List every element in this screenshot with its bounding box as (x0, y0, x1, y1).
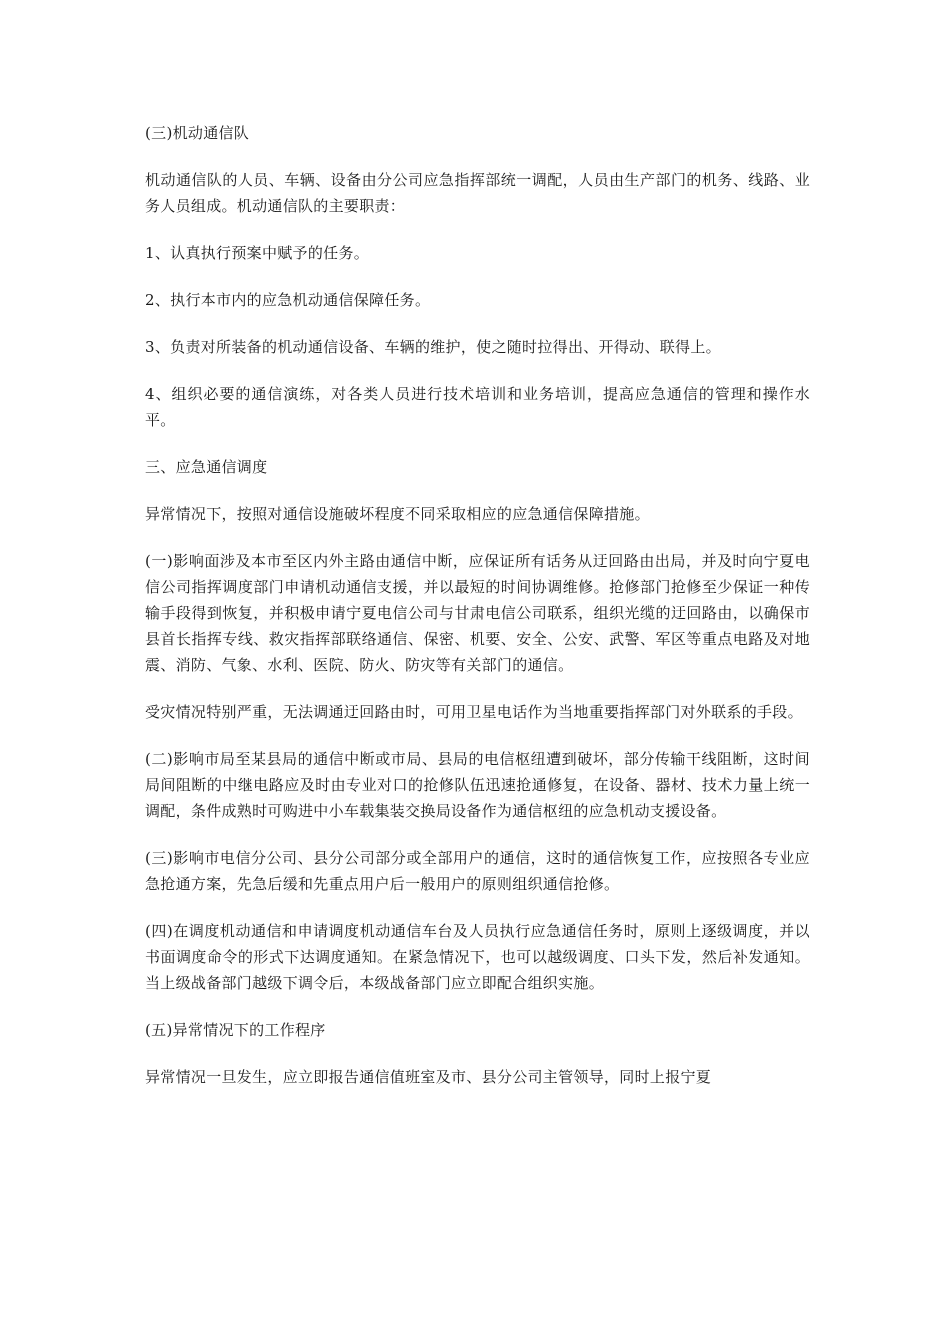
list-item-duty-3: 3、负责对所装备的机动通信设备、车辆的维护，使之随时拉得出、开得动、联得上。 (145, 338, 721, 356)
list-item-duty-1: 1、认真执行预案中赋予的任务。 (145, 244, 370, 262)
paragraph-case-2: (二)影响市局至某县局的通信中断或市局、县局的电信枢纽遭到破坏，部分传输干线阻断，这时间局间阻断的中继电路应及时由专业对口的抢修队伍迅速抢通修复，在设备、器材、技术力量上统一调配，条件成熟时可购进中小车载集装交换局设备作为通信枢纽的应急机动支援设备。 (145, 750, 810, 820)
document-page (145, 120, 810, 1111)
list-item-duty-4: 4、组织必要的通信演练，对各类人员进行技术培训和业务培训，提高应急通信的管理和操作水平。 (145, 385, 810, 429)
paragraph-dispatch-intro: 异常情况下，按照对通信设施破坏程度不同采取相应的应急通信保障措施。 (145, 505, 650, 523)
paragraph-mobile-team-intro: 机动通信队的人员、车辆、设备由分公司应急指挥部统一调配，人员由生产部门的机务、线路、业务人员组成。机动通信队的主要职责： (145, 171, 810, 215)
section-heading-mobile-team: (三)机动通信队 (145, 124, 250, 142)
paragraph-case-4: (四)在调度机动通信和申请调度机动通信车台及人员执行应急通信任务时，原则上逐级调度，并以书面调度命令的形式下达调度通知。在紧急情况下，也可以越级调度、口头下发，然后补发通知。当上级战备部门越级下调令后，本级战备部门应立即配合组织实施。 (145, 922, 810, 992)
paragraph-satellite-phone: 受灾情况特别严重，无法调通迂回路由时，可用卫星电话作为当地重要指挥部门对外联系的手段。 (145, 703, 803, 721)
paragraph-procedure-start: 异常情况一旦发生，应立即报告通信值班室及市、县分公司主管领导，同时上报宁夏 (145, 1068, 712, 1086)
section-heading-procedure: (五)异常情况下的工作程序 (145, 1021, 326, 1039)
section-heading-dispatch: 三、应急通信调度 (145, 458, 268, 476)
paragraph-case-1: (一)影响面涉及本市至区内外主路由通信中断，应保证所有话务从迂回路由出局，并及时向宁夏电信公司指挥调度部门申请机动通信支援，并以最短的时间协调维修。抢修部门抢修至少保证一种传输手段得到恢复，并积极申请宁夏电信公司与甘肃电信公司联系，组织光缆的迂回路由，以确保市县首长指挥专线、救灾指挥部联络通信、保密、机要、安全、公安、武警、军区等重点电路及对地震、消防、气象、水利、医院、防火、防灾等有关部门的通信。 (145, 552, 810, 674)
paragraph-case-3: (三)影响市电信分公司、县分公司部分或全部用户的通信，这时的通信恢复工作，应按照各专业应急抢通方案，先急后缓和先重点用户后一般用户的原则组织通信抢修。 (145, 849, 810, 893)
list-item-duty-2: 2、执行本市内的应急机动通信保障任务。 (145, 291, 431, 309)
